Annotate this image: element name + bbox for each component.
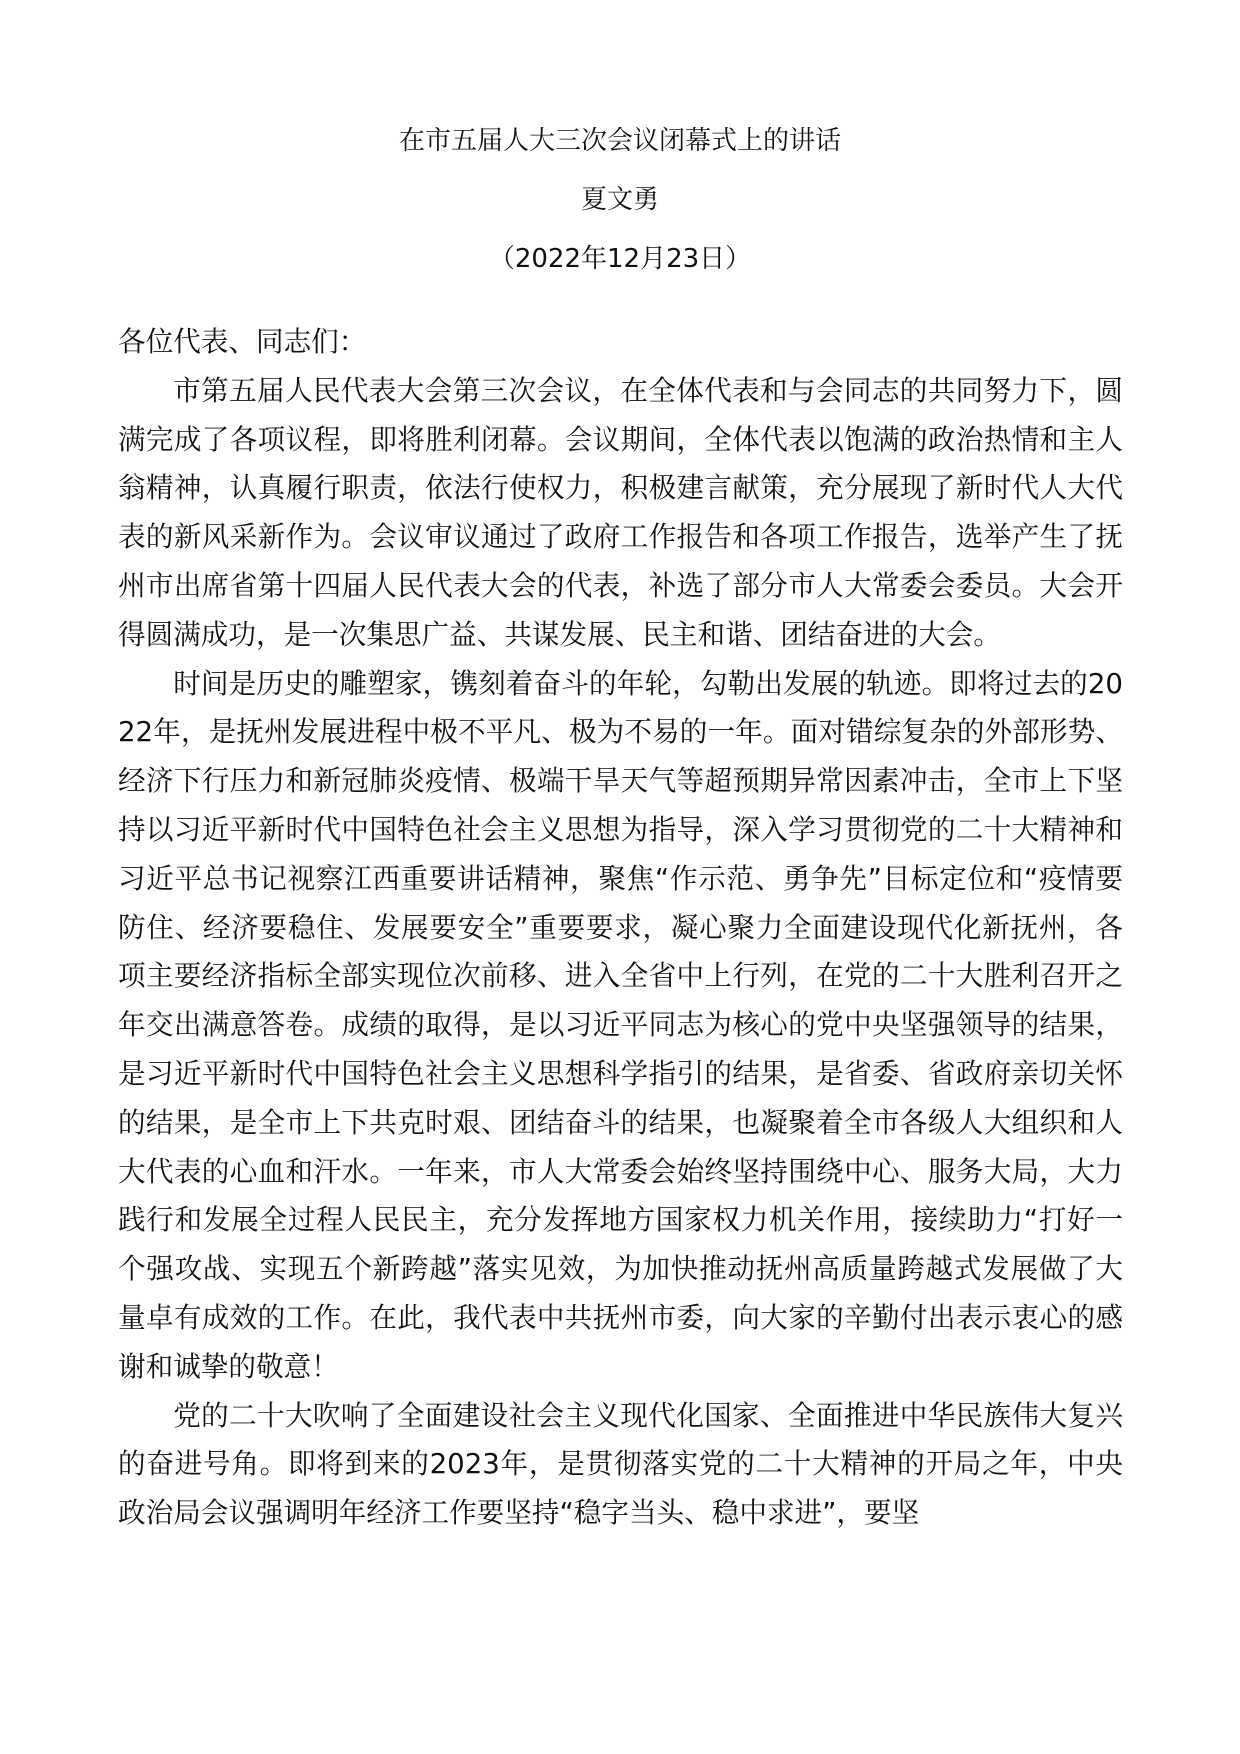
document-date: （2022年12月23日） <box>488 244 752 274</box>
document-author: 夏文勇 <box>580 185 659 215</box>
document-body <box>118 318 1123 1538</box>
body-paragraph-3: 党的二十大吹响了全面建设社会主义现代化国家、全面推进中华民族伟大复兴的奋进号角。即将到来的2023年，是贯彻落实党的二十大精神的开局之年，中央政治局会议强调明年经济工作要坚持“稳字当头、稳中求进”，要坚 <box>118 1398 1123 1530</box>
body-paragraph-2: 时间是历史的雕塑家，镌刻着奋斗的年轮，勾勒出发展的轨迹。即将过去的2022年，是抚州发展进程中极不平凡、极为不易的一年。面对错综复杂的外部形势、经济下行压力和新冠肺炎疫情、极端干旱天气等超预期异常因素冲击，全市上下坚持以习近平新时代中国特色社会主义思想为指导，深入学习贯彻党的二十大精神和习近平总书记视察江西重要讲话精神，聚焦“作示范、勇争先”目标定位和“疫情要防住、经济要稳住、发展要安全”重要要求，凝心聚力全面建设现代化新抚州，各项主要经济指标全部实现位次前移、进入全省中上行列，在党的二十大胜利召开之年交出满意答卷。成绩的取得，是以习近平同志为核心的党中央坚强领导的结果，是习近平新时代中国特色社会主义思想科学指引的结果，是省委、省政府亲切关怀的结果，是全市上下共克时艰、团结奋斗的结果，也凝聚着全市各级人大组织和人大代表的心血和汗水。一年来，市人大常委会始终坚持围绕中心、服务大局，大力践行和发展全过程人民民主，充分发挥地方国家权力机关作用，接续助力“打好一个强攻战、实现五个新跨越”落实见效，为加快推动抚州高质量跨越式发展做了大量卓有成效的工作。在此，我代表中共抚州市委，向大家的辛勤付出表示衷心的感谢和诚挚的敬意！ <box>118 666 1123 1383</box>
document-header <box>0 126 1240 303</box>
document-title: 在市五届人大三次会议闭幕式上的讲话 <box>398 126 841 156</box>
body-paragraph-1: 市第五届人民代表大会第三次会议，在全体代表和与会同志的共同努力下，圆满完成了各项议程，即将胜利闭幕。会议期间，全体代表以饱满的政治热情和主人翁精神，认真履行职责，依法行使权力，积极建言献策，充分展现了新时代人大代表的新风采新作为。会议审议通过了政府工作报告和各项工作报告，选举产生了抚州市出席省第十四届人民代表大会的代表，补选了部分市人大常委会委员。大会开得圆满成功，是一次集思广益、共谋发展、民主和谐、团结奋进的大会。 <box>118 373 1123 651</box>
salutation: 各位代表、同志们： <box>118 325 367 358</box>
